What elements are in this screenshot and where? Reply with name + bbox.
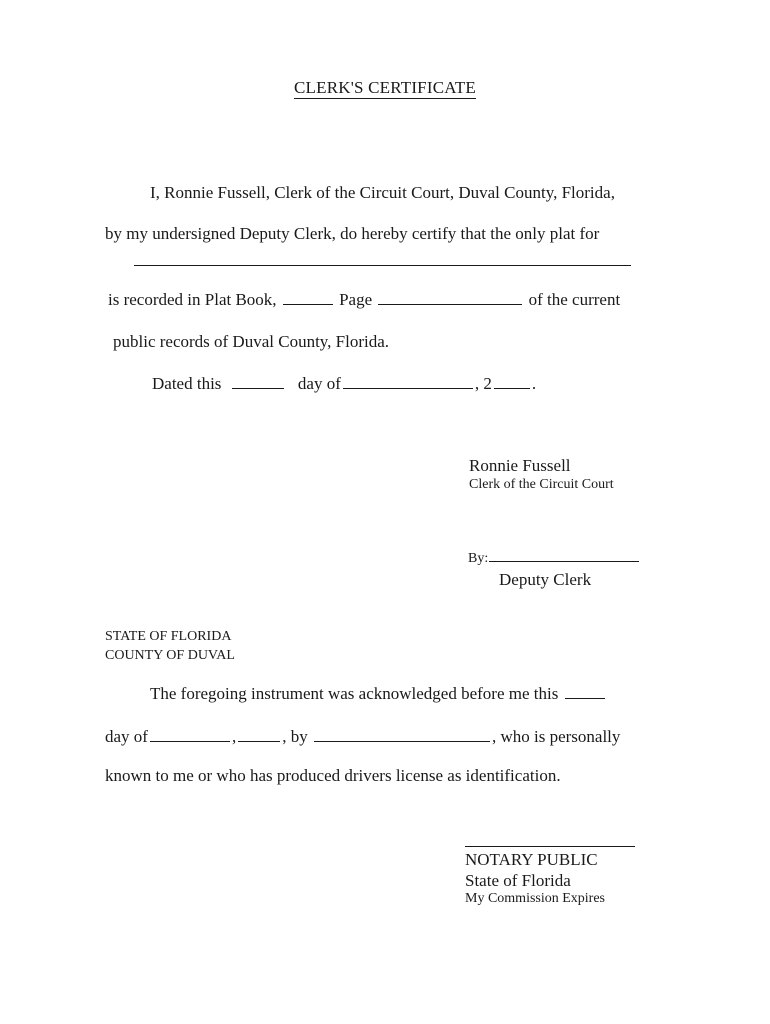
- ack-comma: ,: [231, 727, 237, 746]
- dated-line: [152, 374, 536, 394]
- document-title: [0, 78, 770, 98]
- certificate-line-2: by my undersigned Deputy Clerk, do hereby certify that the only plat for: [105, 224, 600, 243]
- acknowledgment-day-blank[interactable]: [565, 697, 605, 699]
- notary-title: NOTARY PUBLIC: [465, 850, 598, 869]
- venue-state: STATE OF FLORIDA: [105, 629, 232, 644]
- dated-year-blank[interactable]: [494, 387, 530, 389]
- deputy-signature-blank[interactable]: [489, 560, 639, 562]
- acknowledgment-line-1: [150, 684, 607, 704]
- acknowledgment-text: The foregoing instrument was acknowledged before me this: [150, 684, 559, 703]
- page-label: Page: [339, 290, 373, 309]
- notary-commission: My Commission Expires: [465, 891, 606, 906]
- plat-name-blank[interactable]: [134, 265, 631, 266]
- clerk-name: Ronnie Fussell: [469, 456, 571, 475]
- venue-county: COUNTY OF DUVAL: [105, 648, 235, 663]
- notary-state: State of Florida: [465, 871, 571, 890]
- plat-book-label: is recorded in Plat Book,: [108, 290, 277, 309]
- ack-person-blank[interactable]: [314, 740, 490, 742]
- dated-day-blank[interactable]: [232, 387, 284, 389]
- page-blank[interactable]: [378, 303, 522, 305]
- ack-year-blank[interactable]: [238, 740, 280, 742]
- acknowledgment-line-3: known to me or who has produced drivers license as identification.: [105, 766, 561, 785]
- ack-personally-label: , who is personally: [491, 727, 621, 746]
- ack-by-label: , by: [282, 727, 308, 746]
- certificate-line-3: [108, 290, 620, 310]
- day-of-label: day of: [297, 374, 341, 393]
- acknowledgment-line-2: [105, 727, 620, 747]
- deputy-clerk-label: Deputy Clerk: [499, 570, 592, 589]
- certificate-line-4: public records of Duval County, Florida.: [113, 332, 390, 351]
- ack-month-blank[interactable]: [150, 740, 230, 742]
- by-label: By:: [468, 551, 489, 566]
- by-line: [468, 551, 641, 567]
- clerk-title: Clerk of the Circuit Court: [469, 477, 614, 492]
- ack-day-of-label: day of: [105, 727, 148, 746]
- certificate-line-1: I, Ronnie Fussell, Clerk of the Circuit Court, Duval County, Florida,: [150, 183, 615, 202]
- document-title-text: CLERK'S CERTIFICATE: [294, 78, 476, 97]
- dated-this-label: Dated this: [152, 374, 222, 393]
- dated-month-blank[interactable]: [343, 387, 473, 389]
- dated-year-prefix: , 2: [474, 374, 492, 393]
- current-records-label: of the current: [528, 290, 621, 309]
- plat-book-blank[interactable]: [283, 303, 333, 305]
- notary-signature-blank[interactable]: [465, 846, 635, 847]
- dated-period: .: [531, 374, 537, 393]
